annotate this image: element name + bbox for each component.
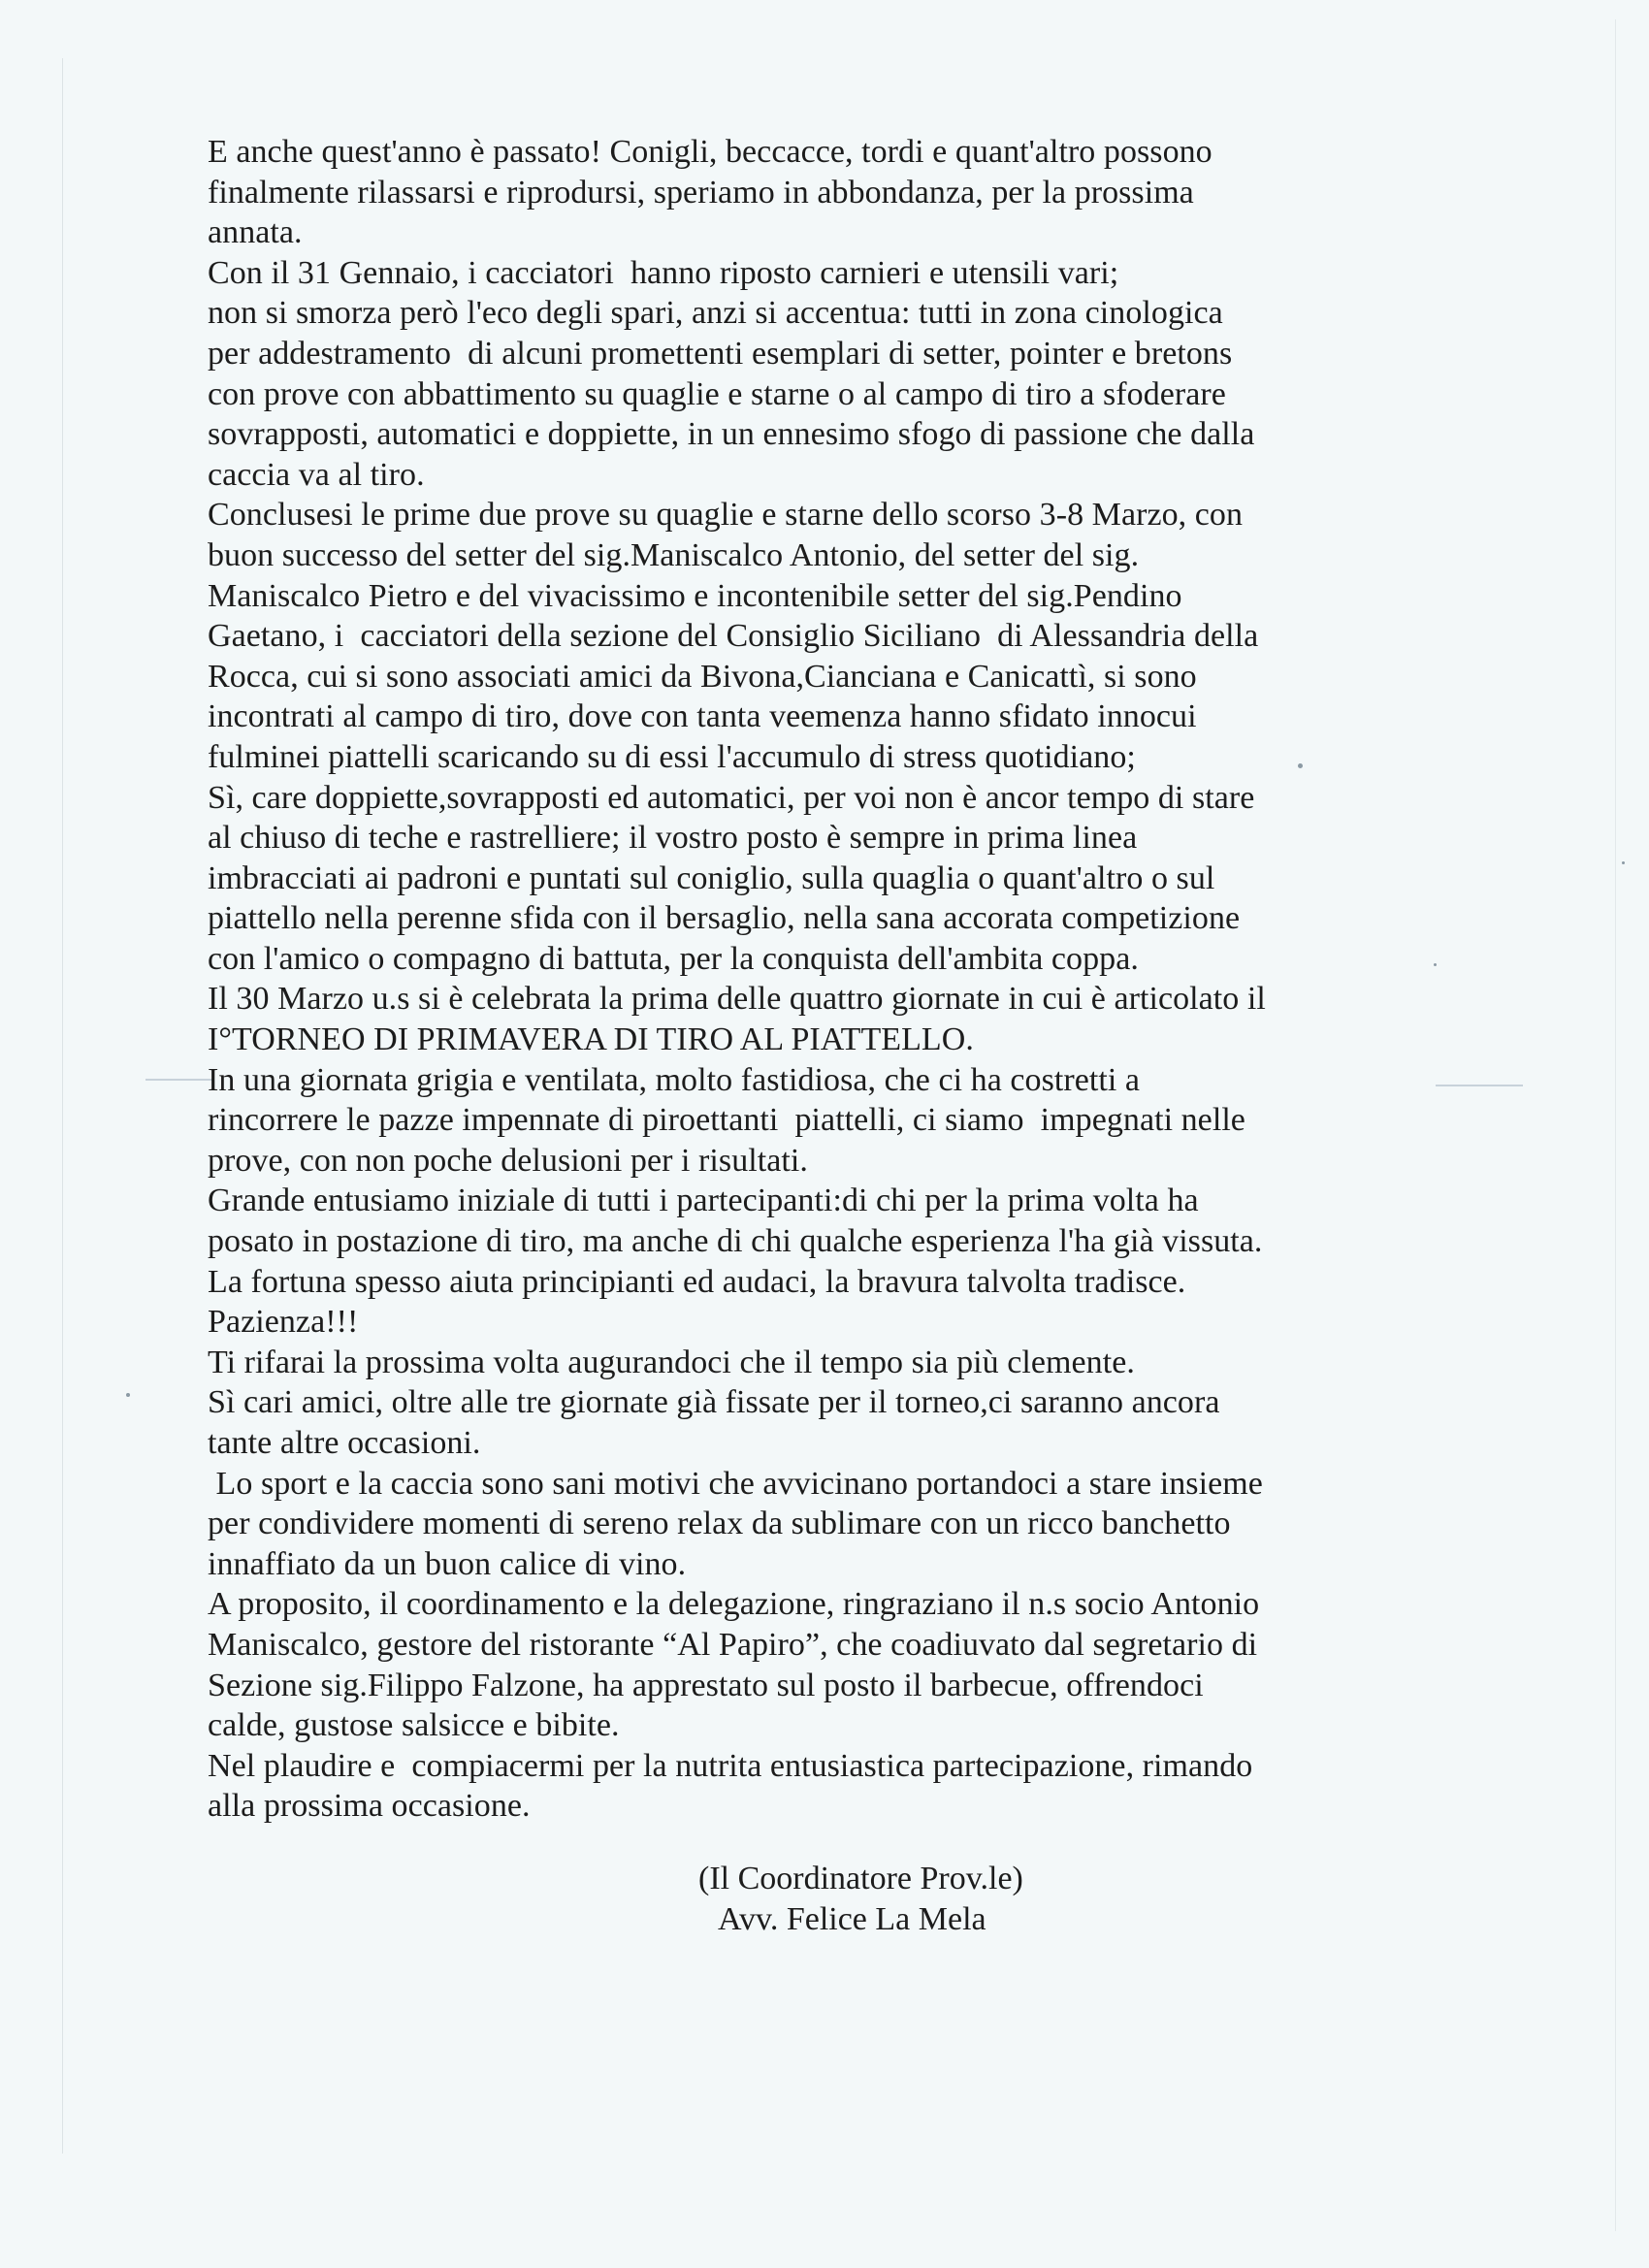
signature-role: (Il Coordinatore Prov.le) [698, 1861, 1023, 1896]
text-line: annata. [208, 214, 303, 251]
text-line: sovrapposti, automatici e doppiette, in un ennesimo sfogo di passione che dalla [208, 416, 1255, 453]
text-line: Rocca, cui si sono associati amici da Bivona,Cianciana e Canicattì, si sono [208, 658, 1197, 695]
text-line: La fortuna spesso aiuta principianti ed audaci, la bravura talvolta tradisce. [208, 1263, 1186, 1300]
text-line: buon successo del setter del sig.Maniscalco Antonio, del setter del sig. [208, 536, 1140, 573]
fold-mark-left [146, 1079, 213, 1081]
text-line: non si smorza però l'eco degli spari, anzi si accentua: tutti in zona cinologica [208, 295, 1223, 332]
text-line: tante altre occasioni. [208, 1425, 481, 1461]
text-line: Maniscalco Pietro e del vivacissimo e incontenibile setter del sig.Pendino [208, 577, 1182, 614]
text-line: posato in postazione di tiro, ma anche di chi qualche esperienza l'ha già vissuta. [208, 1223, 1263, 1260]
text-line: In una giornata grigia e ventilata, molto fastidiosa, che ci ha costretti a [208, 1061, 1141, 1098]
text-line: Lo sport e la caccia sono sani motivi che avvicinano portandoci a stare insieme [208, 1465, 1263, 1502]
text-line: rincorrere le pazze impennate di piroettanti piattelli, ci siamo impegnati nelle [208, 1102, 1245, 1139]
text-line: calde, gustose salsicce e bibite. [208, 1707, 620, 1744]
text-line: Con il 31 Gennaio, i cacciatori hanno riposto carnieri e utensili vari; [208, 254, 1119, 291]
text-line: per addestramento di alcuni promettenti esemplari di setter, pointer e bretons [208, 335, 1233, 372]
text-line: finalmente rilassarsi e riprodursi, speriamo in abbondanza, per la prossima [208, 174, 1194, 211]
text-line: Grande entusiamo iniziale di tutti i partecipanti:di chi per la prima volta ha [208, 1183, 1199, 1219]
text-line: Conclusesi le prime due prove su quaglie e starne dello scorso 3-8 Marzo, con [208, 497, 1243, 534]
text-line: alla prossima occasione. [208, 1788, 531, 1825]
text-line: Maniscalco, gestore del ristorante “Al Papiro”, che coadiuvato dal segretario di [208, 1626, 1258, 1663]
text-line: Sezione sig.Filippo Falzone, ha apprestato sul posto il barbecue, offrendoci [208, 1667, 1204, 1703]
letter-body [208, 132, 1498, 1827]
scan-edge-left [62, 58, 63, 2154]
text-line: piattello nella perenne sfida con il bersaglio, nella sana accorata competizione [208, 900, 1241, 937]
scan-speck [126, 1393, 130, 1397]
scan-speck [1622, 861, 1625, 864]
text-line: Pazienza!!! [208, 1304, 359, 1341]
text-line: Sì cari amici, oltre alle tre giornate già fissate per il torneo,ci saranno ancora [208, 1384, 1220, 1421]
text-line: caccia va al tiro. [208, 456, 425, 493]
text-line: fulminei piattelli scaricando su di essi l'accumulo di stress quotidiano; [208, 738, 1136, 775]
text-line: innaffiato da un buon calice di vino. [208, 1545, 687, 1582]
scan-edge-right [1615, 19, 1616, 2231]
text-line: incontrati al campo di tiro, dove con tanta veemenza hanno sfidato innocui [208, 698, 1197, 735]
text-line: con l'amico o compagno di battuta, per la conquista dell'ambita coppa. [208, 940, 1139, 977]
text-line: I°TORNEO DI PRIMAVERA DI TIRO AL PIATTELLO. [208, 1021, 974, 1058]
text-line: A proposito, il coordinamento e la delegazione, ringraziano il n.s socio Antonio [208, 1586, 1260, 1623]
text-line: Ti rifarai la prossima volta augurandoci che il tempo sia più clemente. [208, 1344, 1135, 1380]
text-line: E anche quest'anno è passato! Conigli, beccacce, tordi e quant'altro possono [208, 134, 1212, 170]
text-line: con prove con abbattimento su quaglie e starne o al campo di tiro a sfoderare [208, 375, 1226, 412]
signature-name: Avv. Felice La Mela [718, 1901, 986, 1937]
text-line: Sì, care doppiette,sovrapposti ed automatici, per voi non è ancor tempo di stare [208, 779, 1255, 816]
signature-block [679, 1859, 1086, 1940]
text-line: per condividere momenti di sereno relax da sublimare con un ricco banchetto [208, 1506, 1231, 1542]
text-line: Nel plaudire e compiacermi per la nutrita entusiastica partecipazione, rimando [208, 1747, 1253, 1784]
text-line: imbracciati ai padroni e puntati sul coniglio, sulla quaglia o quant'altro o sul [208, 859, 1215, 896]
text-line: Gaetano, i cacciatori della sezione del Consiglio Siciliano di Alessandria della [208, 618, 1259, 655]
text-line: prove, con non poche delusioni per i risultati. [208, 1142, 808, 1179]
text-line: Il 30 Marzo u.s si è celebrata la prima delle quattro giornate in cui è articolato il [208, 981, 1266, 1018]
text-line: al chiuso di teche e rastrelliere; il vostro posto è sempre in prima linea [208, 820, 1138, 857]
